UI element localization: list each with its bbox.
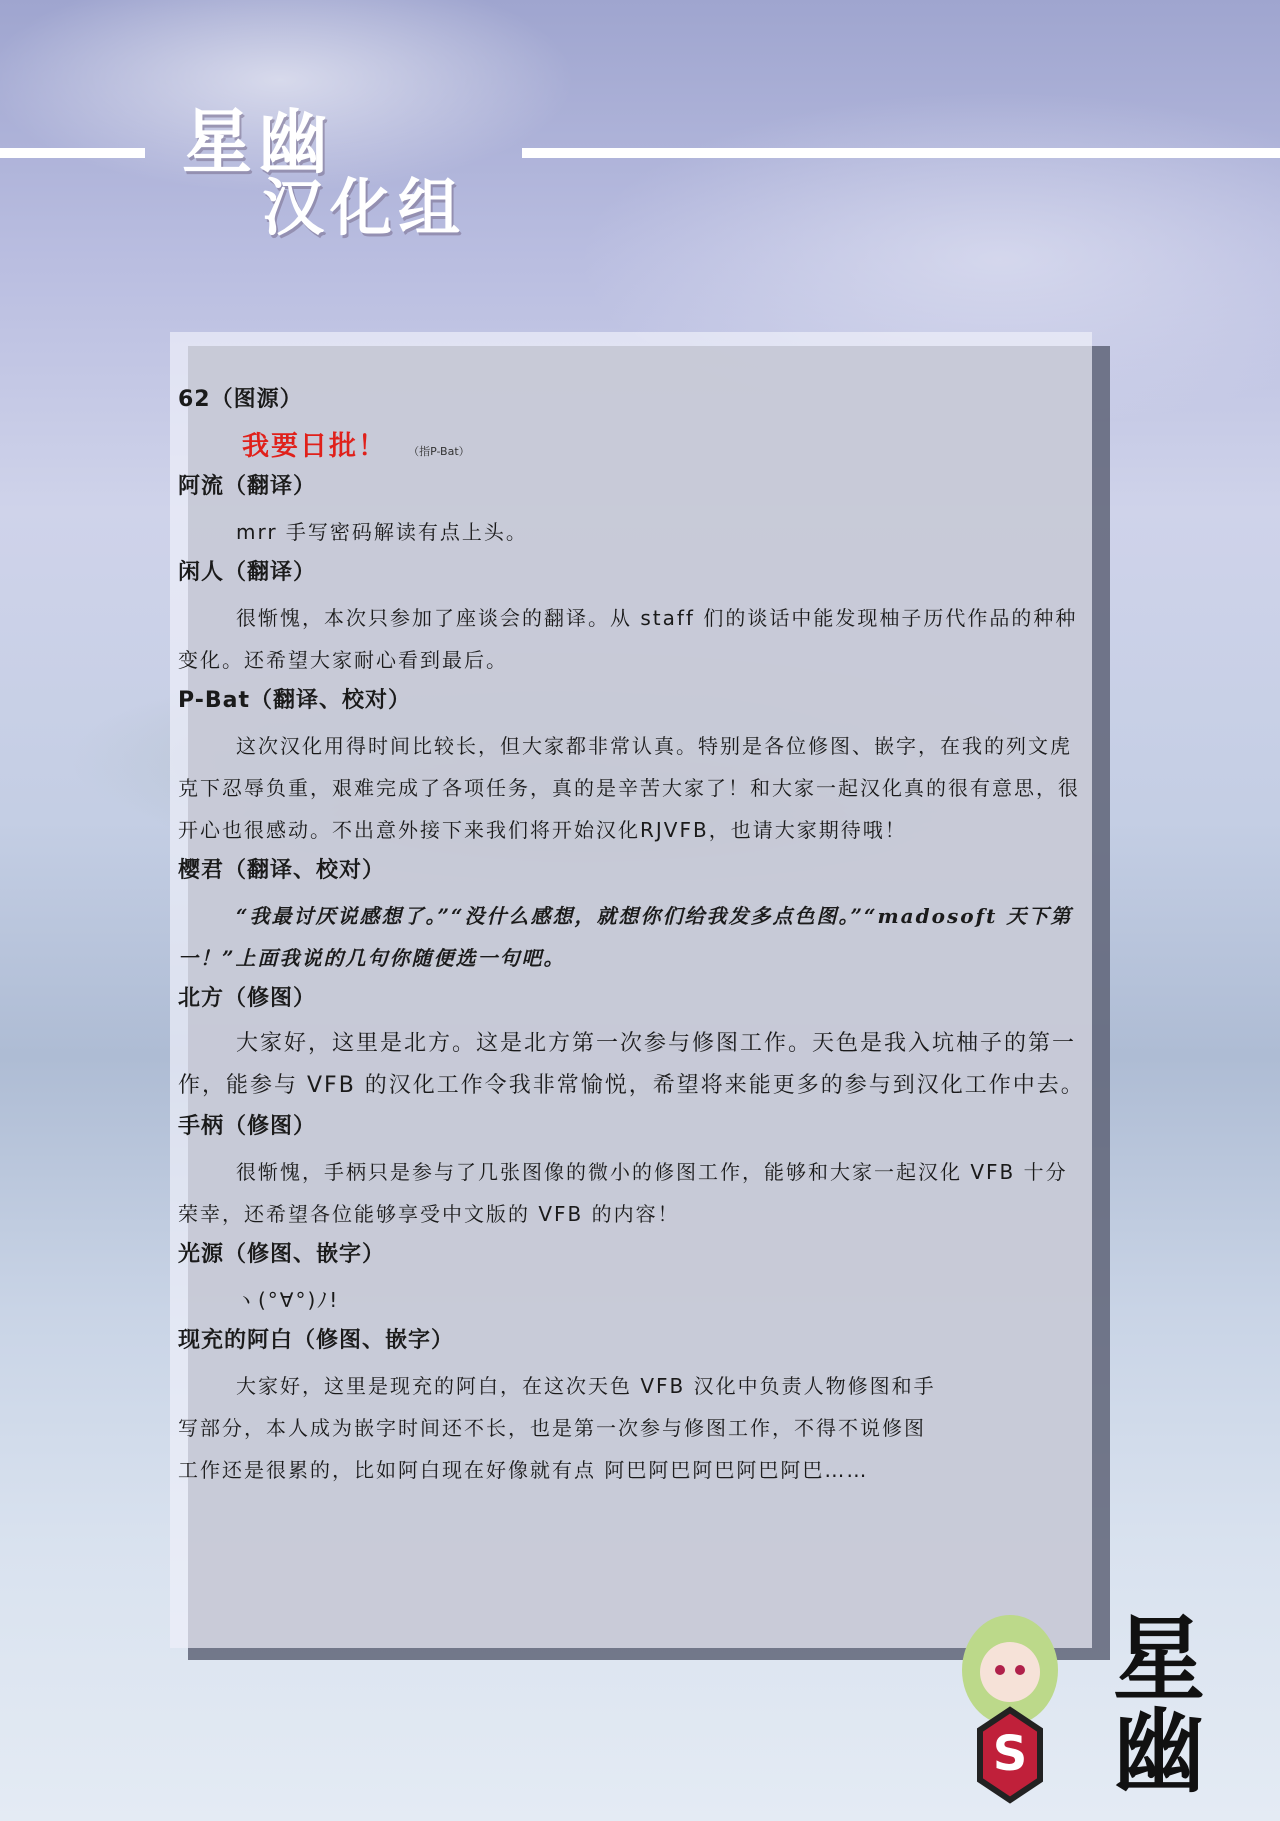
header-line-left — [0, 148, 145, 158]
entry-name: 光源（修图、嵌字） — [178, 1242, 386, 1267]
entry-text: 很惭愧，本次只参加了座谈会的翻译。从 staff 们的谈话中能发现柚子历代作品的种种变化。还希望大家耐心看到最后。 — [178, 606, 1078, 672]
entry-name: 樱君（翻译、校对） — [178, 858, 386, 883]
logo-line2: 汉化组 — [262, 171, 467, 244]
staff-comments — [178, 380, 1086, 1491]
entry-text: ヽ(°∀°)ﾉ! — [236, 1288, 340, 1312]
entry-name: 北方（修图） — [178, 986, 317, 1011]
entry-text: 大家好，这里是现充的阿白，在这次天色 VFB 汉化中负责人物修图和手写部分，本人成为嵌字时间还不长，也是第一次参与修图工作，不得不说修图工作还是很累的，比如阿白现在好像就有点 阿巴阿巴阿巴阿巴阿巴…… — [178, 1374, 936, 1482]
entry-text: 大家好，这里是北方。这是北方第一次参与修图工作。天色是我入坑柚子的第一作，能参与 VFB 的汉化工作令我非常愉悦，希望将来能更多的参与到汉化工作中去。 — [178, 1031, 1085, 1098]
mascot-caption: 星幽 — [1098, 1610, 1206, 1794]
entry-text: 很惭愧，手柄只是参与了几张图像的微小的修图工作，能够和大家一起汉化 VFB 十分荣幸，还希望各位能够享受中文版的 VFB 的内容！ — [178, 1160, 1068, 1226]
highlight-line — [242, 424, 1086, 463]
svg-text:S: S — [992, 1726, 1028, 1782]
entry-text: mrr 手写密码解读有点上头。 — [236, 520, 528, 544]
mascot-logo — [940, 1610, 1210, 1810]
entry-name: P-Bat（翻译、校对） — [178, 688, 411, 713]
highlight-note: （指P-Bat） — [408, 445, 470, 458]
entry-text: 这次汉化用得时间比较长，但大家都非常认真。特别是各位修图、嵌字，在我的列文虎克下忍辱负重，艰难完成了各项任务，真的是辛苦大家了！和大家一起汉化真的很有意思，很开心也很感动。不出意外接下来我们将开始汉化RJVFB，也请大家期待哦！ — [178, 734, 1080, 842]
entry-name: 闲人（翻译） — [178, 560, 317, 585]
header-line-right — [522, 148, 1280, 158]
highlight-text: 我要日批！ — [242, 431, 387, 462]
entry-name: 手柄（修图） — [178, 1114, 317, 1139]
entry-name: 现充的阿白（修图、嵌字） — [178, 1328, 455, 1353]
entry-name: 阿流（翻译） — [178, 474, 317, 499]
entry-text: “我最讨厌说感想了。”“没什么感想，就想你们给我发多点色图。”“madosoft 天下第一！”上面我说的几句你随便选一句吧。 — [178, 904, 1073, 970]
entry-name: 62（图源） — [178, 387, 303, 412]
logo-line1: 星幽 — [182, 100, 334, 183]
